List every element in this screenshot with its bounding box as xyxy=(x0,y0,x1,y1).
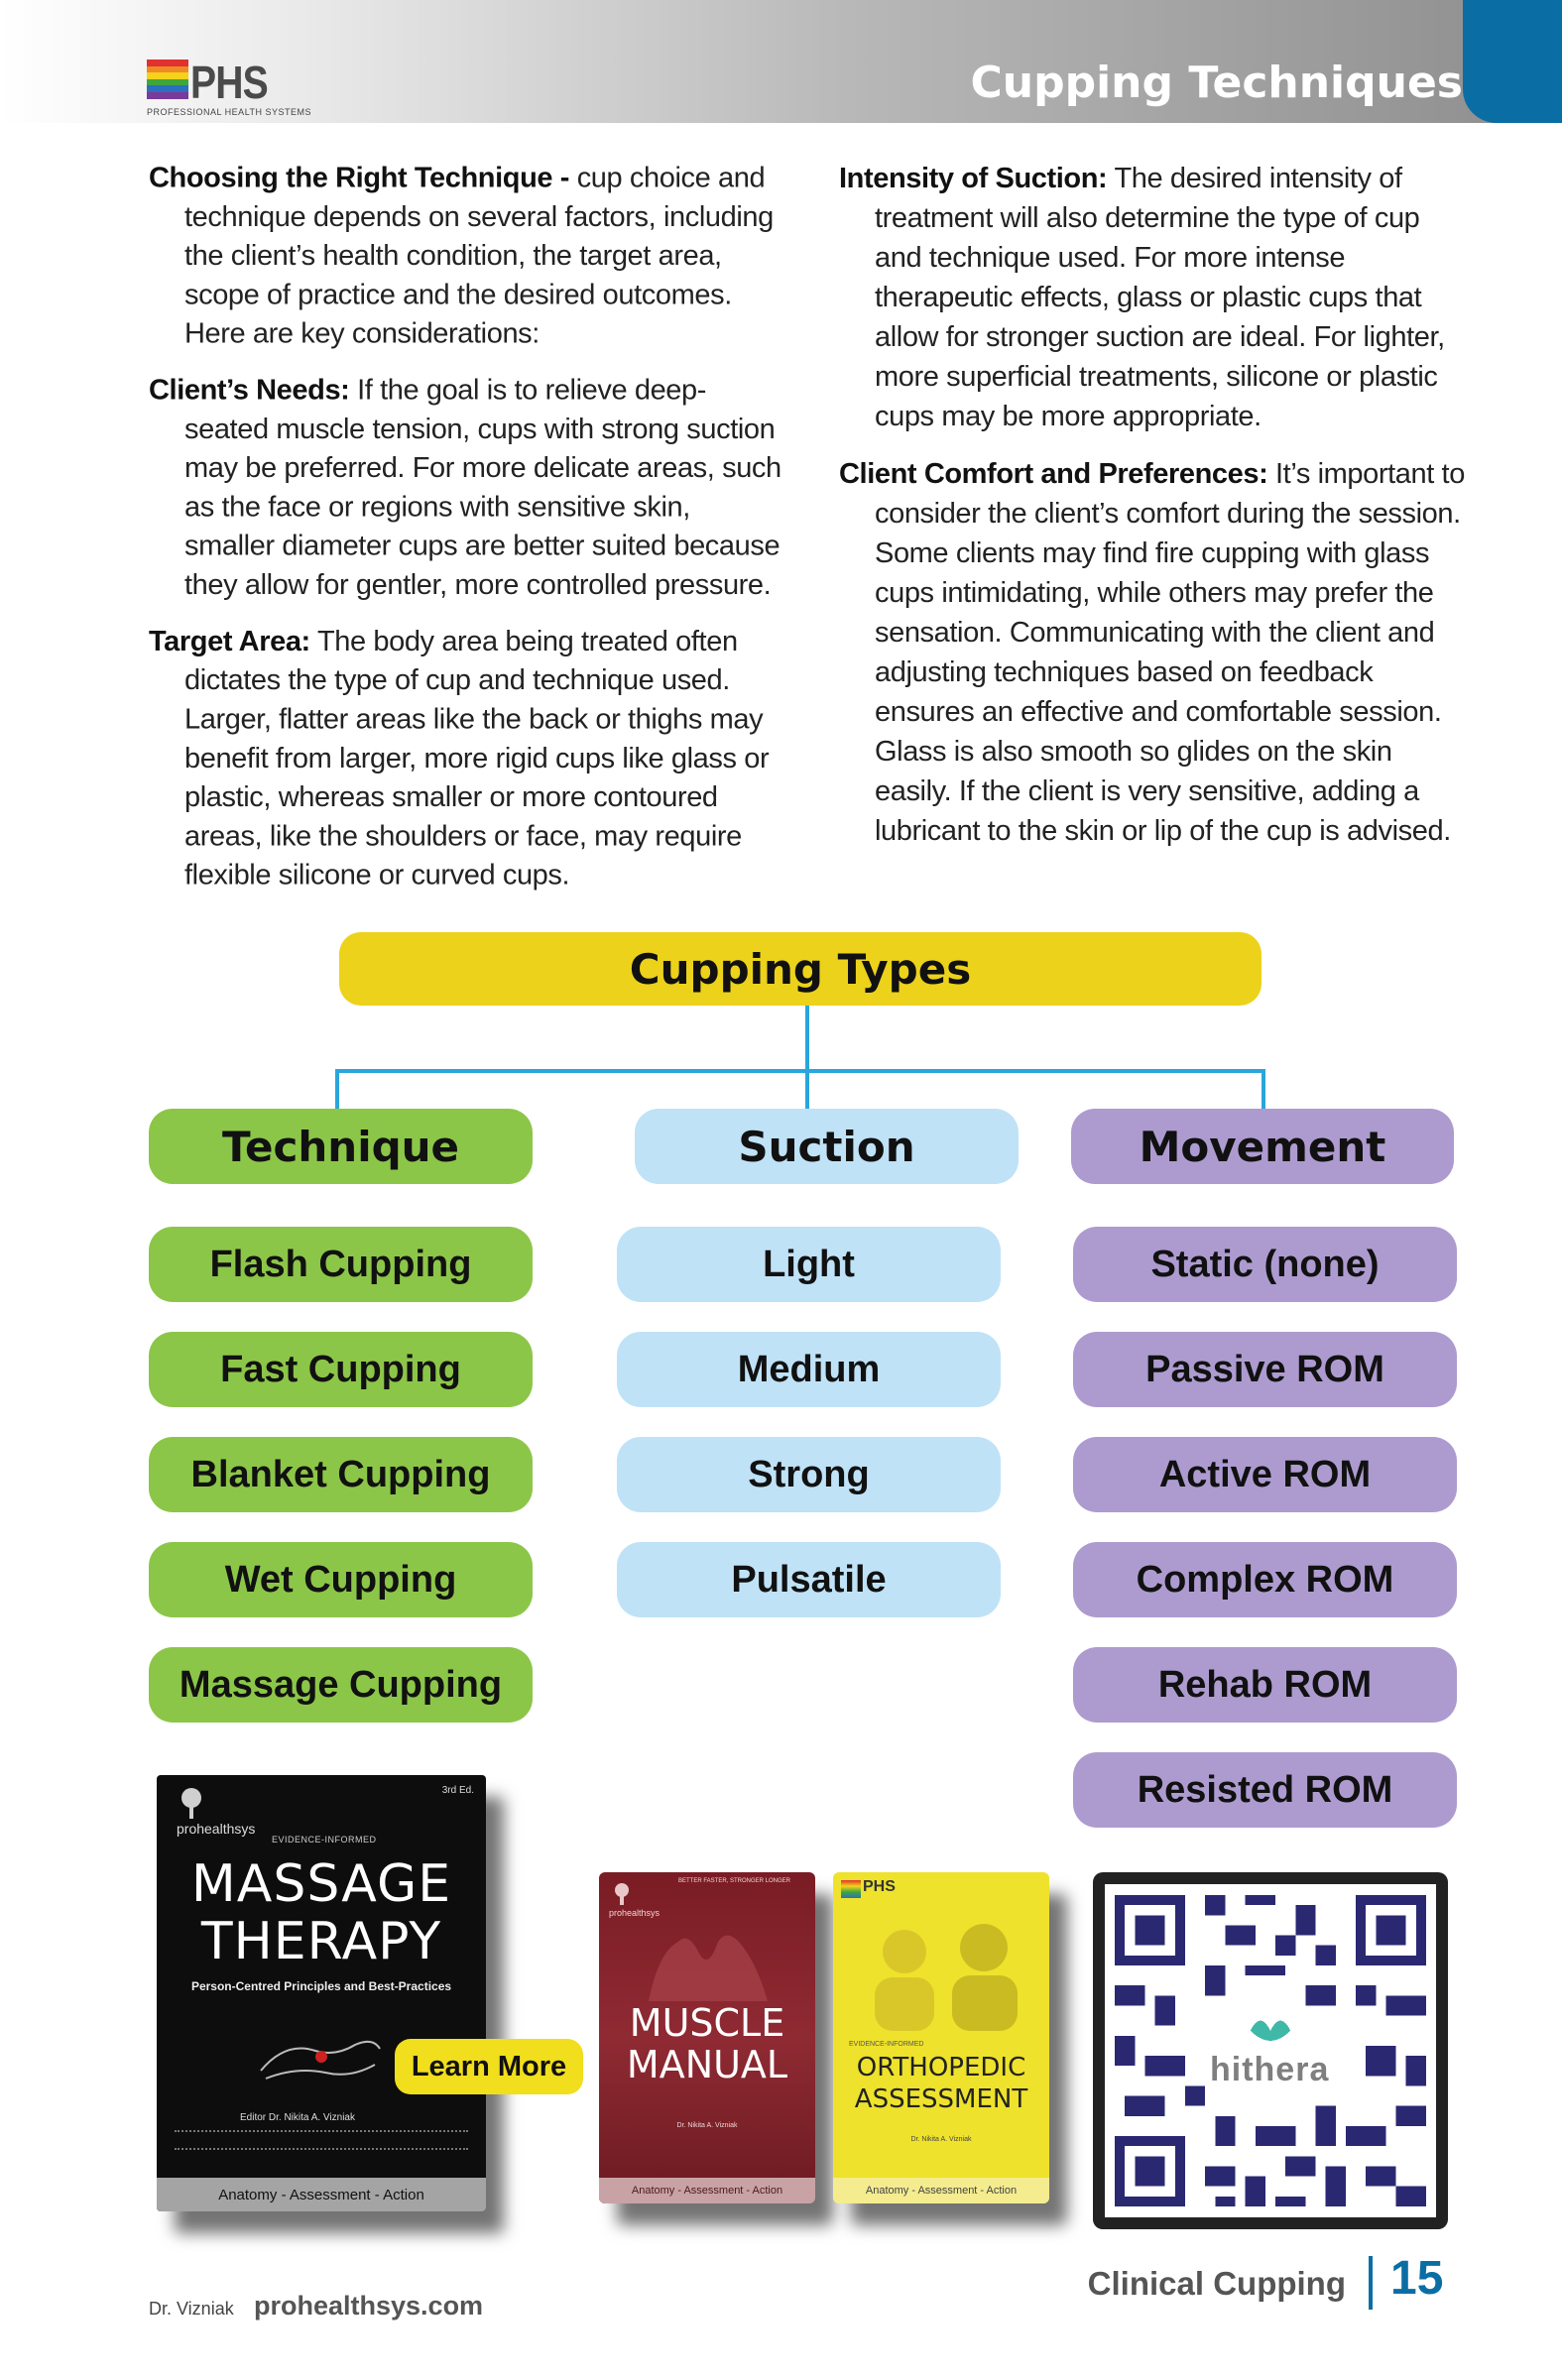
book-publisher: prohealthsys xyxy=(609,1908,661,1918)
book-title-line2: ASSESSMENT xyxy=(854,2084,1028,2114)
movement-item: Complex ROM xyxy=(1073,1542,1457,1617)
footer-divider xyxy=(1369,2256,1373,2310)
athletes-silhouette-icon xyxy=(629,1922,787,2001)
paragraph-text: It’s important to consider the client’s comfort during the session. Some clients may find fire cupping with glass cups intimidating, while others may prefer the sensation. Communicating with the client and adjusting techniques based on feedback ensures an effective and comfortable session. Glass is also smooth so glides on the skin easily. If the client is very sensitive, adding a lubricant to the skin or lip of the cup is advised. xyxy=(875,458,1465,847)
footer-author: Dr. Vizniak xyxy=(149,2299,234,2319)
book-kicker: EVIDENCE-INFORMED xyxy=(272,1835,377,1844)
category-technique: Technique xyxy=(149,1109,533,1184)
movement-item: Active ROM xyxy=(1073,1437,1457,1512)
book-edition: 3rd Ed. xyxy=(441,1785,474,1796)
technique-item: Fast Cupping xyxy=(149,1332,533,1407)
movement-item: Resisted ROM xyxy=(1073,1752,1457,1828)
massage-therapy-book-cover[interactable] xyxy=(157,1775,486,2211)
book-tagline: Anatomy - Assessment - Action xyxy=(599,2178,815,2203)
book-publisher: PHS xyxy=(863,1878,896,1895)
rainbow-logo-icon xyxy=(841,1880,861,1898)
book-title-line1: MUSCLE xyxy=(629,2001,785,2045)
qr-code[interactable] xyxy=(1093,1872,1448,2229)
logo-text: PHS xyxy=(190,57,268,108)
book-subtitle: Person-Centred Principles and Best-Practices xyxy=(190,1979,452,1993)
footer-website-link[interactable]: prohealthsys.com xyxy=(254,2291,484,2320)
technique-item: Blanket Cupping xyxy=(149,1437,533,1512)
movement-item: Rehab ROM xyxy=(1073,1647,1457,1723)
tree-logo-icon xyxy=(611,1882,633,1906)
paragraph-client-comfort xyxy=(839,454,1474,851)
paragraph-target-area xyxy=(149,622,783,894)
paragraph-intensity-of-suction xyxy=(839,159,1474,436)
phs-logo[interactable] xyxy=(147,57,312,119)
paragraph-clients-needs xyxy=(149,371,783,605)
paragraph-text: If the goal is to relieve deep-seated muscle tension, cups with strong suction may be preferred. For more delicate areas, such as the face or regions with sensitive skin, smaller diameter cups are better suited because they allow for gentler, more controlled pressure. xyxy=(184,375,781,601)
book-title-line1: ORTHOPEDIC xyxy=(856,2053,1026,2082)
book-title-line2: MANUAL xyxy=(626,2043,788,2086)
cupping-types-title: Cupping Types xyxy=(339,932,1262,1006)
page-header xyxy=(0,0,1562,123)
suction-item: Light xyxy=(617,1227,1001,1302)
clinicians-photo-icon xyxy=(845,1912,1037,2031)
suction-item: Strong xyxy=(617,1437,1001,1512)
suction-item: Pulsatile xyxy=(617,1542,1001,1617)
page-title: Cupping Techniques xyxy=(970,58,1463,108)
book-author: Dr. Nikita A. Vizniak xyxy=(676,2122,738,2129)
header-tab xyxy=(1463,0,1562,123)
tree-logo-icon xyxy=(177,1787,206,1821)
suction-item: Medium xyxy=(617,1332,1001,1407)
category-suction: Suction xyxy=(635,1109,1019,1184)
paragraph-label: Client’s Needs: xyxy=(149,375,350,407)
book-contributors xyxy=(175,2130,468,2150)
technique-item: Flash Cupping xyxy=(149,1227,533,1302)
book-title-line2: THERAPY xyxy=(200,1912,442,1971)
learn-more-button[interactable]: Learn More xyxy=(395,2039,583,2094)
right-text-column xyxy=(839,159,1474,869)
technique-item: Massage Cupping xyxy=(149,1647,533,1723)
orthopedic-assessment-book-cover[interactable] xyxy=(833,1872,1049,2203)
muscle-manual-book-cover[interactable] xyxy=(599,1872,815,2203)
book-publisher: prohealthsys xyxy=(177,1821,256,1837)
category-movement: Movement xyxy=(1071,1109,1454,1184)
paragraph-text: cup choice and technique depends on several factors, including the client’s health condition, the target area, scope of practice and the desired outcomes. Here are key considerations: xyxy=(184,162,774,350)
book-tagline: Anatomy - Assessment - Action xyxy=(157,2178,486,2211)
book-kicker: BETTER FASTER, STRONGER LONGER xyxy=(678,1878,791,1884)
book-kicker: EVIDENCE-INFORMED xyxy=(849,2041,924,2048)
paragraph-label: Client Comfort and Preferences: xyxy=(839,458,1268,490)
paragraph-label: Intensity of Suction: xyxy=(839,163,1108,194)
paragraph-label: Target Area: xyxy=(149,626,310,657)
book-tagline: Anatomy - Assessment - Action xyxy=(833,2178,1049,2203)
book-title-line1: MASSAGE xyxy=(190,1854,452,1914)
qr-brand: hithera xyxy=(1210,2051,1330,2088)
hands-illustration-icon xyxy=(256,2021,385,2090)
technique-item: Wet Cupping xyxy=(149,1542,533,1617)
paragraph-choosing-technique xyxy=(149,159,783,353)
logo-subtitle: PROFESSIONAL HEALTH SYSTEMS xyxy=(147,107,312,117)
rainbow-logo-icon xyxy=(147,60,188,99)
footer-book-title: Clinical Cupping xyxy=(1087,2265,1346,2302)
paragraph-label: Choosing the Right Technique - xyxy=(149,162,570,194)
page-number: 15 xyxy=(1390,2252,1444,2305)
book-author: Dr. Nikita A. Vizniak xyxy=(910,2136,972,2143)
paragraph-text: The body area being treated often dictates the type of cup and technique used. Larger, flatter areas like the back or thighs may benefit from larger, more rigid cups like glass or plastic, whereas smaller or more contoured areas, like the shoulders or face, may require flexible silicone or curved cups. xyxy=(184,626,770,892)
movement-item: Passive ROM xyxy=(1073,1332,1457,1407)
left-text-column xyxy=(149,159,783,912)
movement-item: Static (none) xyxy=(1073,1227,1457,1302)
paragraph-text: The desired intensity of treatment will also determine the type of cup and technique used. For more intense therapeutic effects, glass or plastic cups that allow for stronger suction are ideal. For lighter, more superficial treatments, silicone or plastic cups may be more appropriate. xyxy=(875,163,1445,432)
book-editor: Editor Dr. Nikita A. Vizniak xyxy=(240,2112,355,2123)
